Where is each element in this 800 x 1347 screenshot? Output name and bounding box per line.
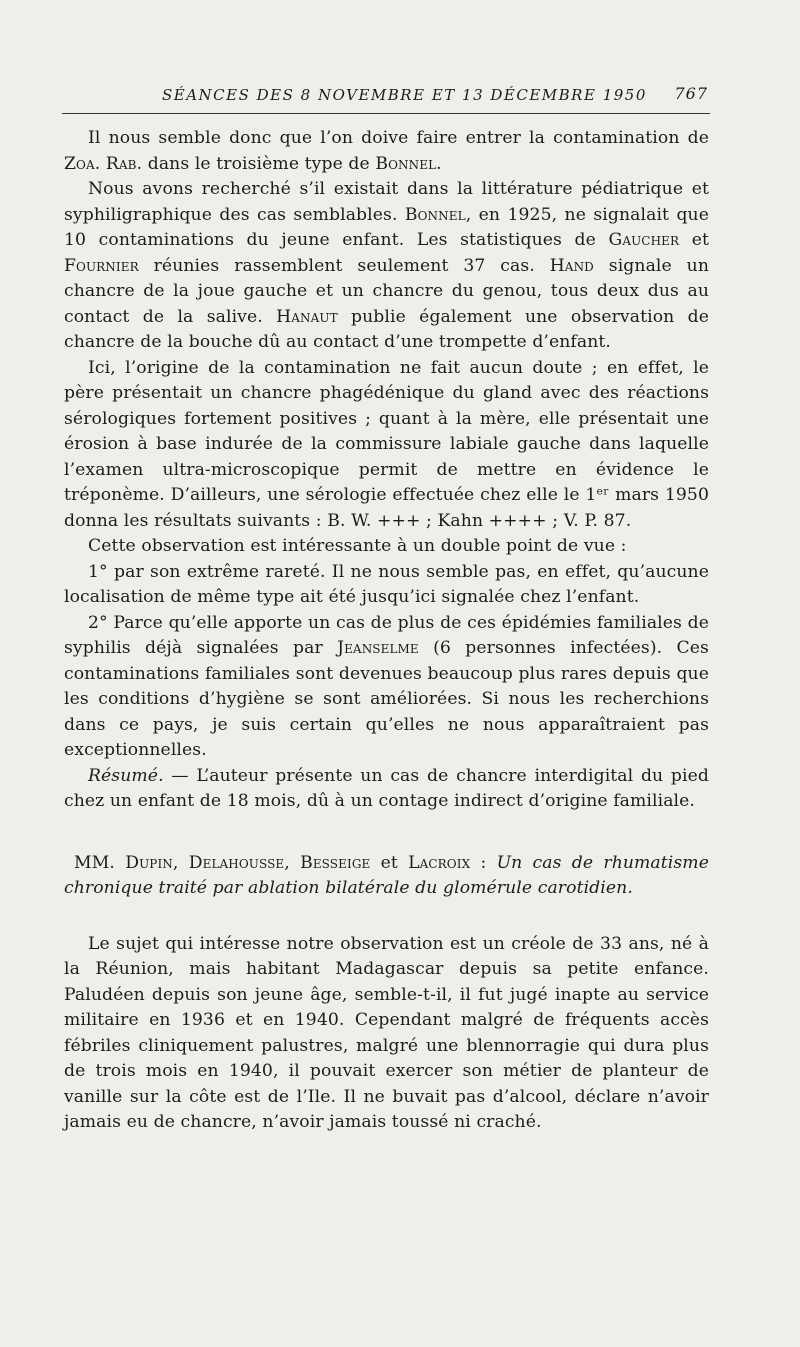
author-name: Delahousse — [188, 852, 285, 873]
text-run: 1° par son extrême rareté. Il ne nous semble pas, en effet, qu’aucune localisation de même type ait été jusqu’ici signalée chez l’enfant. — [64, 561, 709, 607]
text-run: et — [679, 230, 710, 250]
text-run: 2° Parce qu’elle apporte un cas de plus de ces épidémies familiales de syphilis déjà signalées par — [64, 612, 709, 658]
paragraph-1 — [64, 126, 709, 177]
paragraph-summary — [64, 764, 709, 815]
author-name: Dupin — [125, 852, 173, 873]
author-name: Lacroix — [408, 852, 471, 873]
italic-text: Un cas de rhumatisme chronique traité par ablation bilatérale du glomérule carotidien. — [64, 852, 709, 898]
text-run: Nous avons recherché s’il existait dans la littérature pédiatrique et syphiligraphique des cas semblables. — [64, 179, 709, 225]
text-run: , en 1925, ne signalait que 10 contaminations du jeune enfant. Les statistiques de — [64, 204, 709, 250]
text-run: Il nous semble donc que l’on doive faire entrer la contamination de — [88, 128, 709, 148]
text-run: Cette observation est intéressante à un double point de vue : — [88, 536, 627, 556]
paragraph-2 — [64, 177, 709, 356]
text-run: publie également une observation de chancre de la bouche dû au contact d’une trompette d’enfant. — [64, 306, 710, 352]
author-name: Hanaut — [276, 306, 338, 327]
running-header — [88, 82, 708, 106]
section-gap — [64, 902, 709, 932]
author-name: Hand — [549, 255, 594, 276]
header-title: SÉANCES DES 8 NOVEMBRE ET 13 DÉCEMBRE 1950 — [162, 86, 647, 104]
text-run: dans le troisième type de — [142, 153, 376, 174]
text-run: Ici, l’origine de la contamination ne fait aucun doute ; en effet, le père présentait un chancre phagédénique du gland avec des réactions sérologiques fortement positives ; quant à la mère, elle présentait une érosion à base indurée de la commissure labiale gauche dans laquelle l’examen ultra-microscopique permit de mettre en évidence le tréponème. D’ailleurs, une sérologie effectuée chez elle le 1ᵉʳ mars 1950 donna les résultats suivants : B. W. +++ ; Kahn ++++ ; V. P. 87. — [64, 357, 709, 531]
author-name: Bonnel — [375, 153, 437, 174]
author-name: Fournier — [64, 255, 139, 276]
text-run: et — [370, 852, 409, 873]
italic-text: Résumé. — [88, 765, 164, 786]
header-rule — [62, 113, 710, 114]
text-run: (6 personnes infectées). Ces contaminations familiales sont devenues beaucoup plus rares depuis que les conditions d’hygiène se sont améliorées. Si nous les recherchions dans ce pays, je suis certain qu’elles ne nous apparaîtraient pas exceptionnelles. — [64, 638, 709, 760]
author-name: Besseige — [300, 852, 371, 873]
paragraph-6 — [64, 611, 709, 764]
text-run: Le sujet qui intéresse notre observation est un créole de 33 ans, né à la Réunion, mais habitant Madagascar depuis sa petite enfance. Paludéen depuis son jeune âge, semble-t-il, il fut jugé inapte au service militaire en 1936 et en 1940. Cependant malgré de fréquents accès fébriles cliniquement palustres, malgré une blennorragie qui dura plus de trois mois en 1940, il pouvait exercer son métier de planteur de vanille sur la côte est de l’Ile. Il ne buvait pas d’alcool, déclare n’avoir jamais eu de chancre, n’avoir jamais toussé ni craché. — [64, 933, 709, 1132]
text-run: signale un chancre de la joue gauche et un chancre du genou, tous deux dus au contact de la salive. — [64, 255, 709, 327]
text-run: , — [284, 852, 301, 873]
paragraph-case — [64, 932, 709, 1136]
paragraph-authors-title — [64, 851, 709, 902]
author-name: Gaucher — [608, 230, 680, 250]
text-run: MM. — [74, 852, 126, 873]
text-run: : — [470, 852, 497, 873]
text-run: , — [172, 852, 189, 873]
author-name: Jeanselme — [337, 638, 419, 658]
section-gap — [64, 815, 709, 851]
paragraph-5 — [64, 560, 709, 611]
text-run: — L’auteur présente un cas de chancre interdigital du pied chez un enfant de 18 mois, dû à un contage indirect d’origine familiale. — [64, 765, 709, 811]
body-text — [64, 126, 709, 1136]
page-number: 767 — [674, 84, 708, 103]
author-name: Bonnel — [404, 204, 466, 225]
paragraph-3 — [64, 356, 709, 535]
author-name: Zoa. Rab. — [64, 153, 143, 174]
text-run: . — [436, 153, 442, 174]
paragraph-4 — [64, 534, 709, 560]
text-run: réunies rassemblent seulement 37 cas. — [138, 255, 550, 276]
